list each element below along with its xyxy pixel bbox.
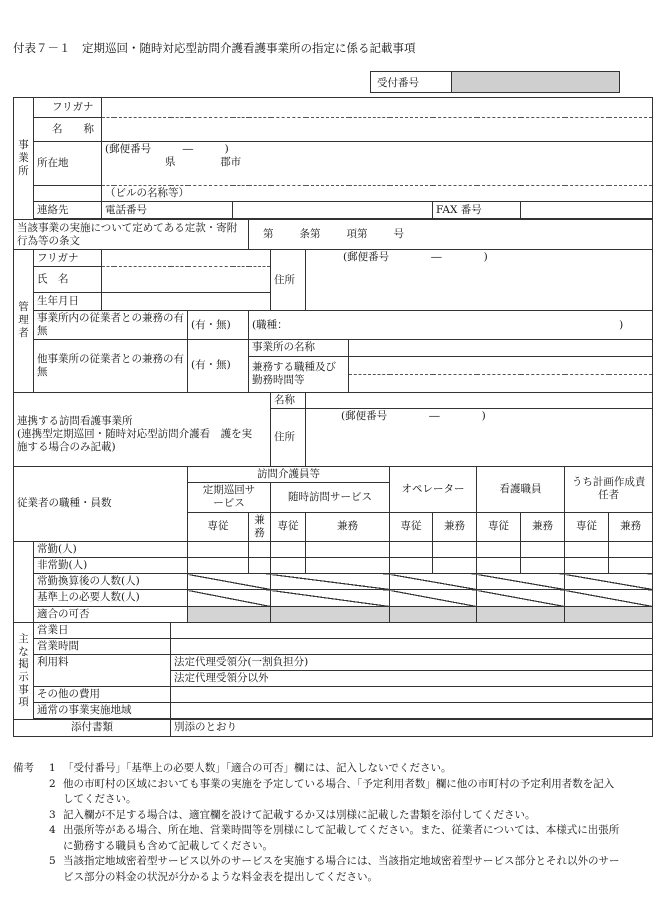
- manager-other-office-name-field[interactable]: [349, 340, 653, 356]
- office-name-field[interactable]: [102, 118, 653, 142]
- staff-full-3: 専従: [390, 512, 433, 541]
- partner-address-field[interactable]: [306, 408, 653, 466]
- staff-full-5: 専従: [565, 512, 609, 541]
- notes: [13, 761, 621, 885]
- office-building-label[interactable]: （ビルの名称等）: [102, 186, 653, 202]
- staff-row-parttime-label: 非常勤(人): [34, 558, 188, 574]
- partner-label: 連携する訪問看護事業所 (連携型定期巡回・随時対応型訪問介護看 護を実施する場合のみ記載): [14, 392, 271, 466]
- converted-oncall: [271, 574, 390, 590]
- converted-nurse: [477, 574, 565, 590]
- manager-address-label: 住所: [271, 250, 306, 311]
- partner-name-field[interactable]: [306, 392, 653, 408]
- staff-full-4: 専従: [477, 512, 521, 541]
- staff-indent-cell: [14, 542, 34, 623]
- items-area-field[interactable]: [171, 703, 653, 719]
- items-other-cost-label: その他の費用: [34, 687, 171, 703]
- staff-dual-3: 兼務: [433, 512, 477, 541]
- manager-other-job-field-2[interactable]: [349, 374, 653, 392]
- manager-other-job-field-1[interactable]: [349, 356, 653, 374]
- notes-head: 備考: [13, 762, 34, 774]
- staff-oncall-header: 随時訪問サービス: [271, 482, 390, 512]
- articles-label: 当該事業の実施について定めてある定款・寄附行為等の条文: [14, 220, 249, 250]
- manager-other-office-name-label: 事業所の名称: [249, 340, 349, 356]
- manager-other-job-label: 兼務する職種及び勤務時間等: [249, 356, 349, 392]
- staff-dual-4: 兼務: [521, 512, 565, 541]
- office-furigana-field[interactable]: [102, 98, 653, 118]
- manager-birth-field[interactable]: [102, 293, 271, 311]
- manager-concurrent-in-label: 事業所内の従業者との兼務の有無: [34, 311, 188, 340]
- items-attach-label: 添付書類: [14, 720, 171, 736]
- converted-operator: [390, 574, 477, 590]
- manager-group-label: 管 理 者: [14, 250, 34, 392]
- staff-row-fulltime-label: 常勤(人): [34, 542, 188, 558]
- staff-nurse-header: 看護職員: [477, 466, 565, 512]
- items-area-label: 通常の事業実施地域: [34, 703, 171, 719]
- office-group-label: 事 業 所: [14, 98, 34, 220]
- manager-postal: (郵便番号 ― ): [343, 251, 488, 264]
- receipt-box: [370, 71, 620, 93]
- items-fee2[interactable]: 法定代理受領分以外: [171, 671, 653, 687]
- note-4: 4 出張所等がある場合、所在地、営業時間等を別様にして記載してください。また、従業者については、本様式に出張所に勤務する職員も含めて記載してください。: [49, 824, 620, 852]
- manager-yesno-2[interactable]: (有・無): [188, 340, 249, 392]
- items-days-field[interactable]: [171, 622, 653, 638]
- items-hours-label: 営業時間: [34, 638, 171, 654]
- note-3: 3 記入欄が不足する場合は、適宜欄を設けて記載するか又は別様に記載した書類を添付してください。: [49, 808, 536, 821]
- articles-field[interactable]: 第 条第 項第 号: [249, 220, 653, 250]
- office-building-label-cell: [34, 186, 102, 202]
- partner-name-label: 名称: [271, 392, 306, 408]
- office-pref: 県: [165, 156, 176, 169]
- items-other-cost-field[interactable]: [171, 687, 653, 703]
- converted-periodic: [188, 574, 271, 590]
- staff-full-2: 専従: [271, 512, 306, 541]
- items-fee-label: 利用料: [34, 654, 171, 686]
- required-planner: [565, 590, 653, 606]
- office-name-label: 名 称: [34, 118, 102, 142]
- office-postal: (郵便番号 ― ): [105, 143, 229, 155]
- items-days-label: 営業日: [34, 622, 171, 638]
- manager-name-field[interactable]: [102, 267, 271, 293]
- office-furigana-label: フリガナ: [34, 98, 102, 118]
- office-contact-label: 連絡先: [34, 202, 102, 219]
- manager-yesno-1[interactable]: (有・無): [188, 311, 249, 340]
- main-form-table: [13, 97, 653, 737]
- office-city: 郡市: [220, 156, 242, 169]
- manager-furigana-label: フリガナ: [34, 250, 102, 267]
- staff-helper-header: 訪問介護員等: [188, 466, 390, 482]
- required-periodic: [188, 590, 271, 606]
- office-tel-label: 電話番号: [102, 202, 233, 219]
- staff-planner-header: うち計画作成責任者: [565, 466, 653, 512]
- staff-operator-header: オペレーター: [390, 466, 477, 512]
- required-operator: [390, 590, 477, 606]
- office-tel-field[interactable]: [233, 202, 433, 219]
- manager-furigana-field[interactable]: [102, 250, 271, 267]
- manager-address-field[interactable]: [306, 250, 653, 311]
- note-5: 5 当該指定地域密着型サービス以外のサービスを実施する場合には、当該指定地域密着型サービス部分とそれ以外のサービス部分の料金の状況が分かるような料金表を提出してください。: [49, 855, 620, 883]
- staff-label: 従業者の職種・員数: [14, 466, 188, 541]
- office-address-field[interactable]: [102, 142, 653, 186]
- converted-planner: [565, 574, 653, 590]
- form-title: 付表７－１ 定期巡回・随時対応型訪問介護看護事業所の指定に係る記載事項: [13, 41, 416, 55]
- office-fax-field[interactable]: [521, 202, 653, 219]
- staff-dual-2: 兼務: [306, 512, 390, 541]
- receipt-label: 受付番号: [371, 72, 452, 93]
- staff-periodic-header: 定期巡回サービス: [188, 482, 271, 512]
- partner-address-label: 住所: [271, 408, 306, 466]
- items-hours-field[interactable]: [171, 638, 653, 654]
- staff-row-conform-label: 適合の可否: [34, 606, 188, 622]
- staff-row-converted-label: 常勤換算後の人数(人): [34, 574, 188, 590]
- items-attach-value: 別添のとおり: [171, 720, 653, 736]
- manager-post-field[interactable]: (職種： ): [249, 311, 653, 340]
- required-nurse: [477, 590, 565, 606]
- required-oncall: [271, 590, 390, 606]
- manager-birth-label: 生年月日: [34, 293, 102, 311]
- items-group-label: 主 な 掲 示 事 項: [14, 622, 34, 720]
- manager-concurrent-out-label: 他事業所の従業者との兼務の有無: [34, 340, 188, 392]
- partner-postal: (郵便番号 ― ): [341, 409, 486, 422]
- manager-name-label: 氏 名: [34, 267, 102, 293]
- office-fax-label: FAX 番号: [433, 202, 521, 219]
- staff-dual-5: 兼務: [609, 512, 653, 541]
- staff-dual-1: 兼務: [249, 512, 271, 541]
- office-address-label: 所在地: [34, 142, 102, 186]
- note-1: 備考 1 「受付番号」「基準上の必要人数」「適合の可否」欄には、記入しないでください。: [13, 761, 621, 777]
- items-fee1[interactable]: 法定代理受領分(一割負担分): [171, 654, 653, 670]
- staff-full-1: 専従: [188, 512, 249, 541]
- note-2: 2 他の市町村の区域においても事業の実施を予定している場合、「予定利用者数」欄に他の市町村の予定利用者数を記入してください。: [49, 777, 615, 805]
- receipt-number-field: [452, 72, 620, 93]
- staff-row-required-label: 基準上の必要人数(人): [34, 590, 188, 606]
